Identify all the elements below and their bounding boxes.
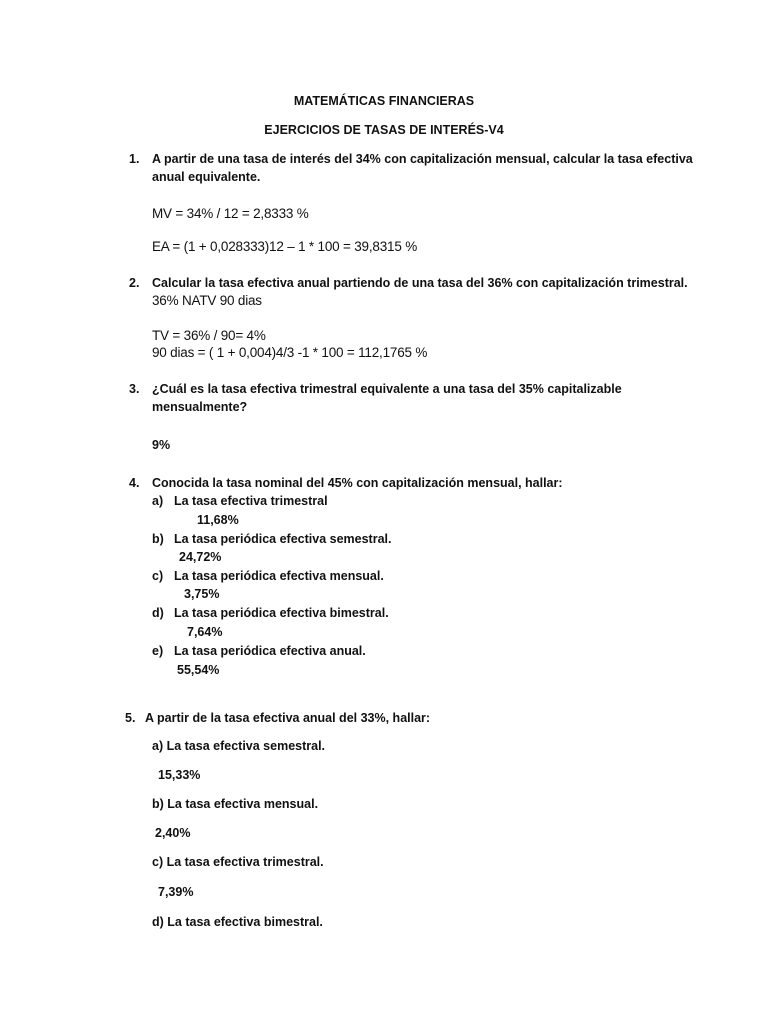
calculation-line: MV = 34% / 12 = 2,8333 % xyxy=(152,206,309,221)
item-text: La tasa periódica efectiva bimestral. xyxy=(174,606,389,620)
question-text: Calcular la tasa efectiva anual partiendo de una tasa del 36% con capitalización trimestral. xyxy=(152,276,688,290)
item-text: b) La tasa efectiva mensual. xyxy=(152,797,319,811)
document-subtitle: EJERCICIOS DE TASAS DE INTERÉS-V4 xyxy=(264,123,504,137)
question-number: 2. xyxy=(129,276,140,290)
answer-value: 7,64% xyxy=(187,625,223,639)
calculation-line: EA = (1 + 0,028333)12 – 1 * 100 = 39,8315 % xyxy=(152,239,417,254)
question-text-continued: mensualmente? xyxy=(152,400,248,414)
question-number: 1. xyxy=(129,152,140,166)
answer-value: 15,33% xyxy=(158,768,201,782)
question-text-continued: anual equivalente. xyxy=(152,170,261,184)
answer-value: 11,68% xyxy=(197,513,239,527)
question-number: 4. xyxy=(129,476,140,490)
question-text: A partir de una tasa de interés del 34% con capitalización mensual, calcular la tasa efectiva xyxy=(152,152,693,166)
calculation-line: TV = 36% / 90= 4% xyxy=(152,328,266,343)
answer-value: 2,40% xyxy=(155,826,191,840)
question-text: A partir de la tasa efectiva anual del 33%, hallar: xyxy=(145,711,431,725)
answer-value: 7,39% xyxy=(158,885,194,899)
answer-value: 3,75% xyxy=(184,587,220,601)
calculation-line: 90 dias = ( 1 + 0,004)4/3 -1 * 100 = 112,1765 % xyxy=(152,345,428,360)
question-number: 3. xyxy=(129,382,140,396)
answer-value: 24,72% xyxy=(179,550,222,564)
item-text: La tasa efectiva trimestral xyxy=(174,494,328,508)
item-text: La tasa periódica efectiva semestral. xyxy=(174,532,392,546)
item-text: d) La tasa efectiva bimestral. xyxy=(152,915,323,929)
document-title: MATEMÁTICAS FINANCIERAS xyxy=(293,94,475,108)
item-letter: e) xyxy=(152,644,164,658)
item-letter: b) xyxy=(152,532,164,546)
item-text: c) La tasa efectiva trimestral. xyxy=(152,855,324,869)
calculation-line: 36% NATV 90 dias xyxy=(152,293,262,308)
item-text: La tasa periódica efectiva anual. xyxy=(174,644,366,658)
item-text: a) La tasa efectiva semestral. xyxy=(152,739,326,753)
question-text: ¿Cuál es la tasa efectiva trimestral equivalente a una tasa del 35% capitalizable xyxy=(152,382,622,396)
answer-value: 55,54% xyxy=(177,663,220,677)
item-letter: d) xyxy=(152,606,164,620)
answer-value: 9% xyxy=(152,438,171,452)
question-text: Conocida la tasa nominal del 45% con capitalización mensual, hallar: xyxy=(152,476,563,490)
item-text: La tasa periódica efectiva mensual. xyxy=(174,569,384,583)
item-letter: c) xyxy=(152,569,164,583)
item-letter: a) xyxy=(152,494,164,508)
question-number: 5. xyxy=(125,711,136,725)
